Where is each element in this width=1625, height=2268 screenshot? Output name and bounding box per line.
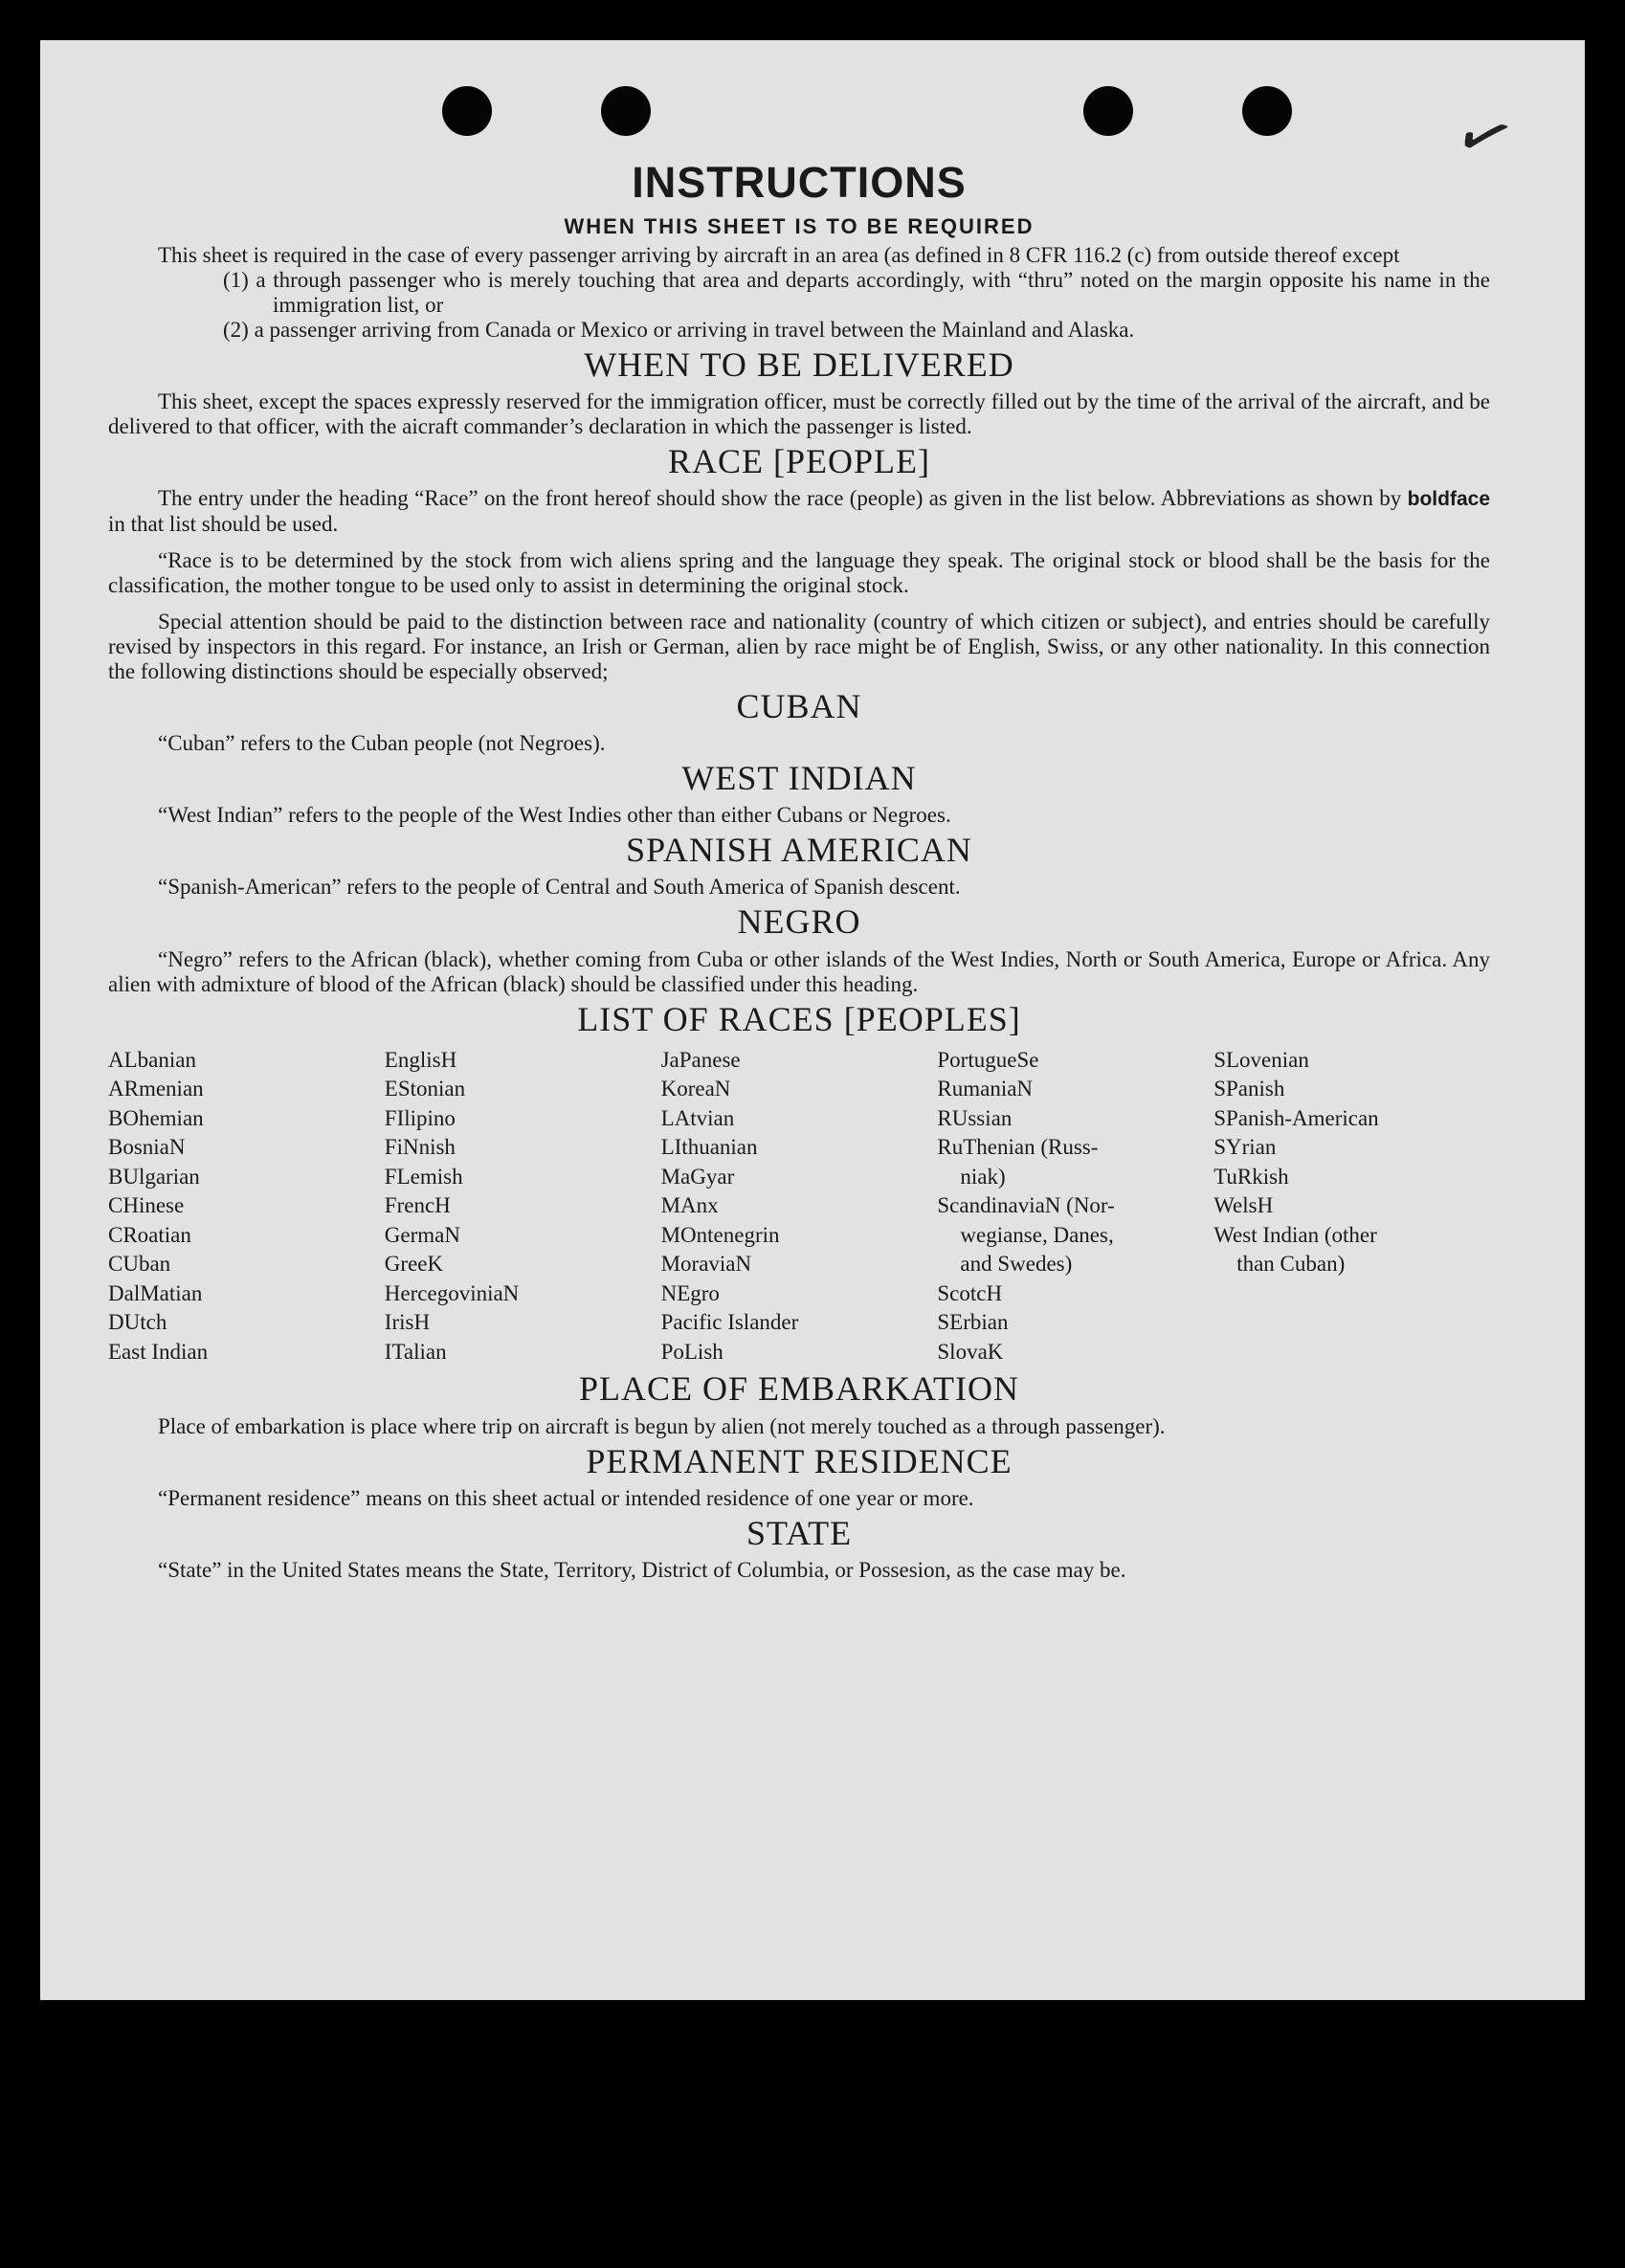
race-item: WelsH <box>1213 1193 1274 1218</box>
race-item: than Cuban) <box>1236 1252 1346 1277</box>
race-item: MAnx <box>660 1193 719 1218</box>
race-item: BUlgarian <box>108 1164 200 1189</box>
race-item: PortugueSe <box>937 1047 1039 1072</box>
section-heading-west-indian: WEST INDIAN <box>681 759 917 798</box>
race-item: RUssian <box>937 1105 1013 1130</box>
race-paragraph: Special attention should be paid to the distinction between race and nationality (country of which citizen or subject), and entries should be carefully revised by inspectors in this regard. For instance, an Irish or German, alien by race might be of English, Swiss, or any other nationality. In this connection the following distinctions should be especially observed; <box>108 609 1490 683</box>
negro-text: “Negro” refers to the African (black), whether coming from Cuba or other islands of the West Indies, North or South America, Europe or Africa. Any alien with admixture of blood of the African (black) should be classified under this heading. <box>108 946 1490 996</box>
race-item: MOntenegrin <box>660 1222 780 1247</box>
race-item: Pacific Islander <box>660 1310 799 1335</box>
page-subtitle: WHEN THIS SHEET IS TO BE REQUIRED <box>564 213 1035 238</box>
required-intro: This sheet is required in the case of every passenger arriving by aircraft in an area (as defined in 8 CFR 116.2 (c) from outside thereof except <box>158 242 1400 267</box>
race-item: HercegoviniaN <box>384 1280 520 1305</box>
race-item: TuRkish <box>1213 1164 1289 1189</box>
race-item: RumaniaN <box>937 1077 1034 1101</box>
race-paragraph <box>108 486 1490 537</box>
race-paragraph: “Race is to be determined by the stock from wich aliens spring and the language they speak. The original stock or blood shall be the basis for the classification, the mother tongue to be used only to assist in determining the original stock. <box>108 547 1490 597</box>
race-column <box>661 1046 938 1367</box>
pencil-check-mark: ✓ <box>1442 89 1527 185</box>
race-item: PoLish <box>660 1339 723 1364</box>
exception-item: (2) a passenger arriving from Canada or Mexico or arriving in travel between the Mainland and Alaska. <box>223 317 1135 342</box>
punch-hole <box>442 86 492 136</box>
section-heading-residence: PERMANENT RESIDENCE <box>586 1441 1013 1480</box>
race-item: LIthuanian <box>660 1135 758 1160</box>
page-title: INSTRUCTIONS <box>632 158 967 207</box>
race-item: MoraviaN <box>660 1252 752 1277</box>
race-item: SlovaK <box>937 1339 1004 1364</box>
race-item: West Indian (other <box>1213 1222 1377 1247</box>
section-heading-negro: NEGRO <box>737 902 861 942</box>
race-item: NEgro <box>660 1280 720 1305</box>
race-item: ITalian <box>384 1339 447 1364</box>
race-item: East Indian <box>108 1339 209 1364</box>
punch-hole <box>601 86 651 136</box>
race-item: RuThenian (Russ- <box>937 1135 1099 1160</box>
race-item: SErbian <box>937 1310 1009 1335</box>
spanish-american-text: “Spanish-American” refers to the people of Central and South America of Spanish descent. <box>158 875 961 900</box>
race-item: BosniaN <box>108 1135 186 1160</box>
race-item: EStonian <box>384 1077 466 1101</box>
race-item: and Swedes) <box>960 1252 1073 1277</box>
race-item: FLemish <box>384 1164 463 1189</box>
section-heading-embarkation: PLACE OF EMBARKATION <box>578 1369 1020 1409</box>
west-indian-text: “West Indian” refers to the people of the West Indies other than either Cubans or Negroes. <box>158 803 951 828</box>
race-item: FrencH <box>384 1193 451 1218</box>
race-item: KoreaN <box>660 1077 731 1101</box>
race-column <box>1213 1046 1490 1367</box>
instructions-content <box>108 159 1490 1583</box>
residence-text: “Permanent residence” means on this sheet actual or intended residence of one year or more. <box>158 1485 974 1510</box>
race-item: SPanish-American <box>1213 1105 1379 1130</box>
race-item: JaPanese <box>660 1047 741 1072</box>
races-list <box>108 1046 1490 1367</box>
punch-hole <box>1242 86 1292 136</box>
section-heading-list-of-races: LIST OF RACES [PEOPLES] <box>577 999 1021 1038</box>
race-item: IrisH <box>384 1310 431 1335</box>
section-heading-cuban: CUBAN <box>736 686 862 725</box>
race-item: CHinese <box>108 1193 185 1218</box>
boldface-word: boldface <box>1407 487 1491 510</box>
punch-hole <box>1083 86 1133 136</box>
race-item: SYrian <box>1213 1135 1277 1160</box>
race-item: ScandinaviaN (Nor- <box>937 1193 1115 1218</box>
race-item: CUban <box>108 1252 171 1277</box>
race-p1-text: in that list should be used. <box>108 511 339 536</box>
section-heading-spanish-american: SPANISH AMERICAN <box>626 831 972 870</box>
race-column <box>108 1046 385 1367</box>
race-item: FIlipino <box>384 1105 456 1130</box>
state-text: “State” in the United States means the State, Territory, District of Columbia, or Possesion, as the case may be. <box>158 1557 1126 1582</box>
embarkation-text: Place of embarkation is place where trip on aircraft is begun by alien (not merely touched as a through passenger). <box>158 1413 1166 1438</box>
race-item: CRoatian <box>108 1222 191 1247</box>
race-item: GreeK <box>384 1252 444 1277</box>
race-item: FiNnish <box>384 1135 456 1160</box>
race-item: LAtvian <box>660 1105 735 1130</box>
race-item: ALbanian <box>108 1047 196 1072</box>
exception-item: (1) a through passenger who is merely touching that area and departs accordingly, with “thru” noted on the margin opposite his name in the immigration list, or <box>223 267 1490 317</box>
race-column <box>385 1046 661 1367</box>
section-heading-race: RACE [PEOPLE] <box>668 441 930 480</box>
delivered-text: This sheet, except the spaces expressly reserved for the immigration officer, must be correctly filled out by the time of the arrival of the aircraft, and be delivered to that officer, with the aicraft commander’s declaration in which the passenger is listed. <box>108 389 1490 438</box>
race-item: niak) <box>960 1164 1006 1189</box>
document-page <box>40 40 1585 2000</box>
race-item: MaGyar <box>660 1164 735 1189</box>
race-item: BOhemian <box>108 1105 204 1130</box>
race-item: SLovenian <box>1213 1047 1309 1072</box>
race-column <box>937 1046 1213 1367</box>
race-item: ARmenian <box>108 1077 204 1101</box>
race-p1-text: The entry under the heading “Race” on the front hereof should show the race (people) as given in the list below. Abbreviations as shown by <box>158 485 1402 510</box>
race-item: EnglisH <box>384 1047 457 1072</box>
section-heading-delivered: WHEN TO BE DELIVERED <box>584 345 1014 384</box>
race-item: wegianse, Danes, <box>960 1222 1114 1247</box>
section-heading-state: STATE <box>746 1513 853 1552</box>
race-item: ScotcH <box>937 1280 1003 1305</box>
race-item: DalMatian <box>108 1280 203 1305</box>
race-item: DUtch <box>108 1310 167 1335</box>
race-item: SPanish <box>1213 1077 1285 1101</box>
race-item: GermaN <box>384 1222 460 1247</box>
cuban-text: “Cuban” refers to the Cuban people (not Negroes). <box>158 731 606 756</box>
